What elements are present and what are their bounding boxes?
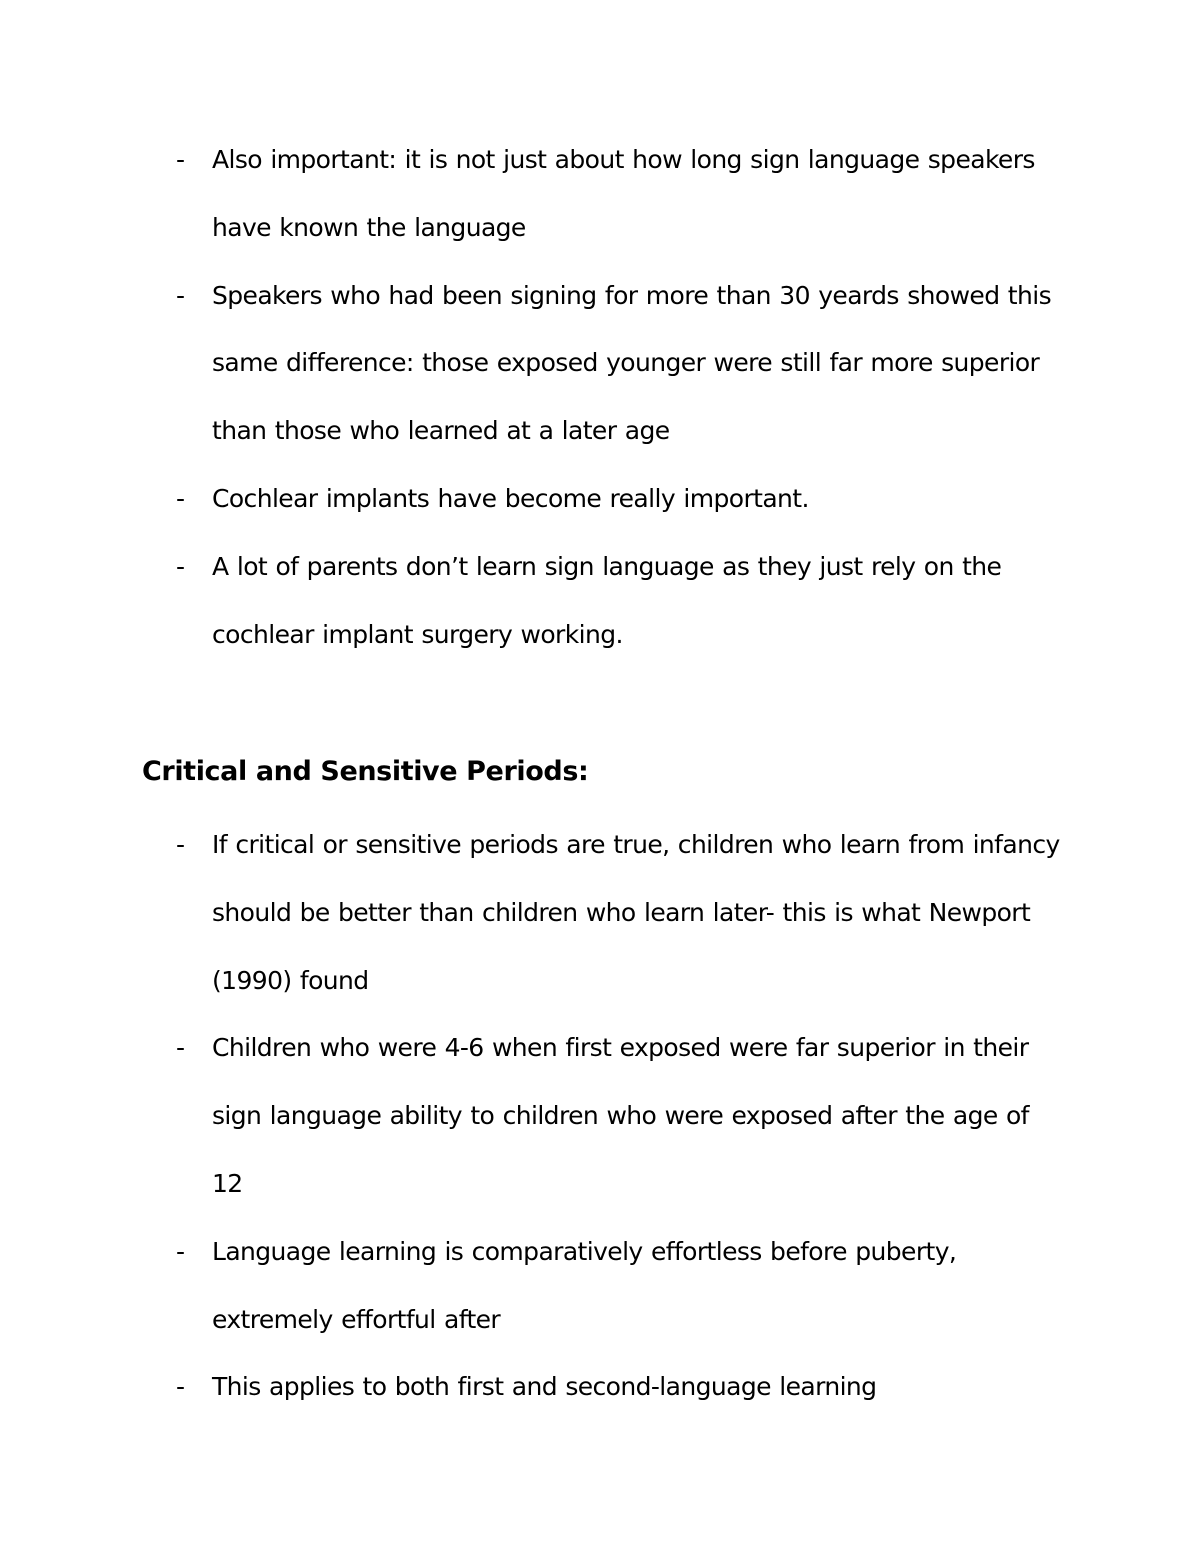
dash-marker: -: [176, 1236, 185, 1266]
list-item-text: If critical or sensitive periods are true, children who learn from infancy should be better than children who learn later- this is what Newport (1990) found: [212, 830, 1060, 995]
bullet-list-section-2: [0, 811, 1200, 1421]
list-item: [0, 811, 1062, 1014]
list-item-text: This applies to both first and second-language learning: [212, 1372, 877, 1402]
list-item: [0, 262, 1062, 465]
dash-marker: -: [176, 145, 185, 174]
list-item: [0, 1218, 1062, 1354]
dash-marker: -: [176, 1033, 185, 1063]
list-item-text: A lot of parents don’t learn sign language as they just rely on the cochlear implant surgery working.: [212, 551, 1002, 649]
bullet-list-section-1: [0, 126, 1200, 668]
list-item-text: Language learning is comparatively effortless before puberty, extremely effortful after: [212, 1236, 957, 1334]
dash-marker: -: [176, 280, 185, 310]
list-item: [0, 533, 1062, 669]
dash-marker: -: [176, 1372, 185, 1402]
dash-marker: -: [176, 830, 185, 859]
list-item: [0, 465, 1062, 533]
dash-marker: -: [176, 551, 185, 581]
list-item-text: Speakers who had been signing for more than 30 yeards showed this same difference: those exposed younger were still far more superior than those who learned at a later age: [212, 280, 1052, 446]
dash-marker: -: [176, 483, 185, 513]
list-item-text: Children who were 4-6 when first exposed were far superior in their sign language ability to children who were exposed after the age of 12: [212, 1033, 1029, 1198]
list-item: [0, 1014, 1062, 1217]
section-heading: Critical and Sensitive Periods:: [142, 756, 589, 787]
list-item: [0, 1353, 1062, 1421]
list-item-text: Cochlear implants have become really important.: [212, 483, 809, 513]
list-item-text: Also important: it is not just about how long sign language speakers have known the language: [212, 145, 1035, 242]
list-item: [0, 126, 1062, 262]
